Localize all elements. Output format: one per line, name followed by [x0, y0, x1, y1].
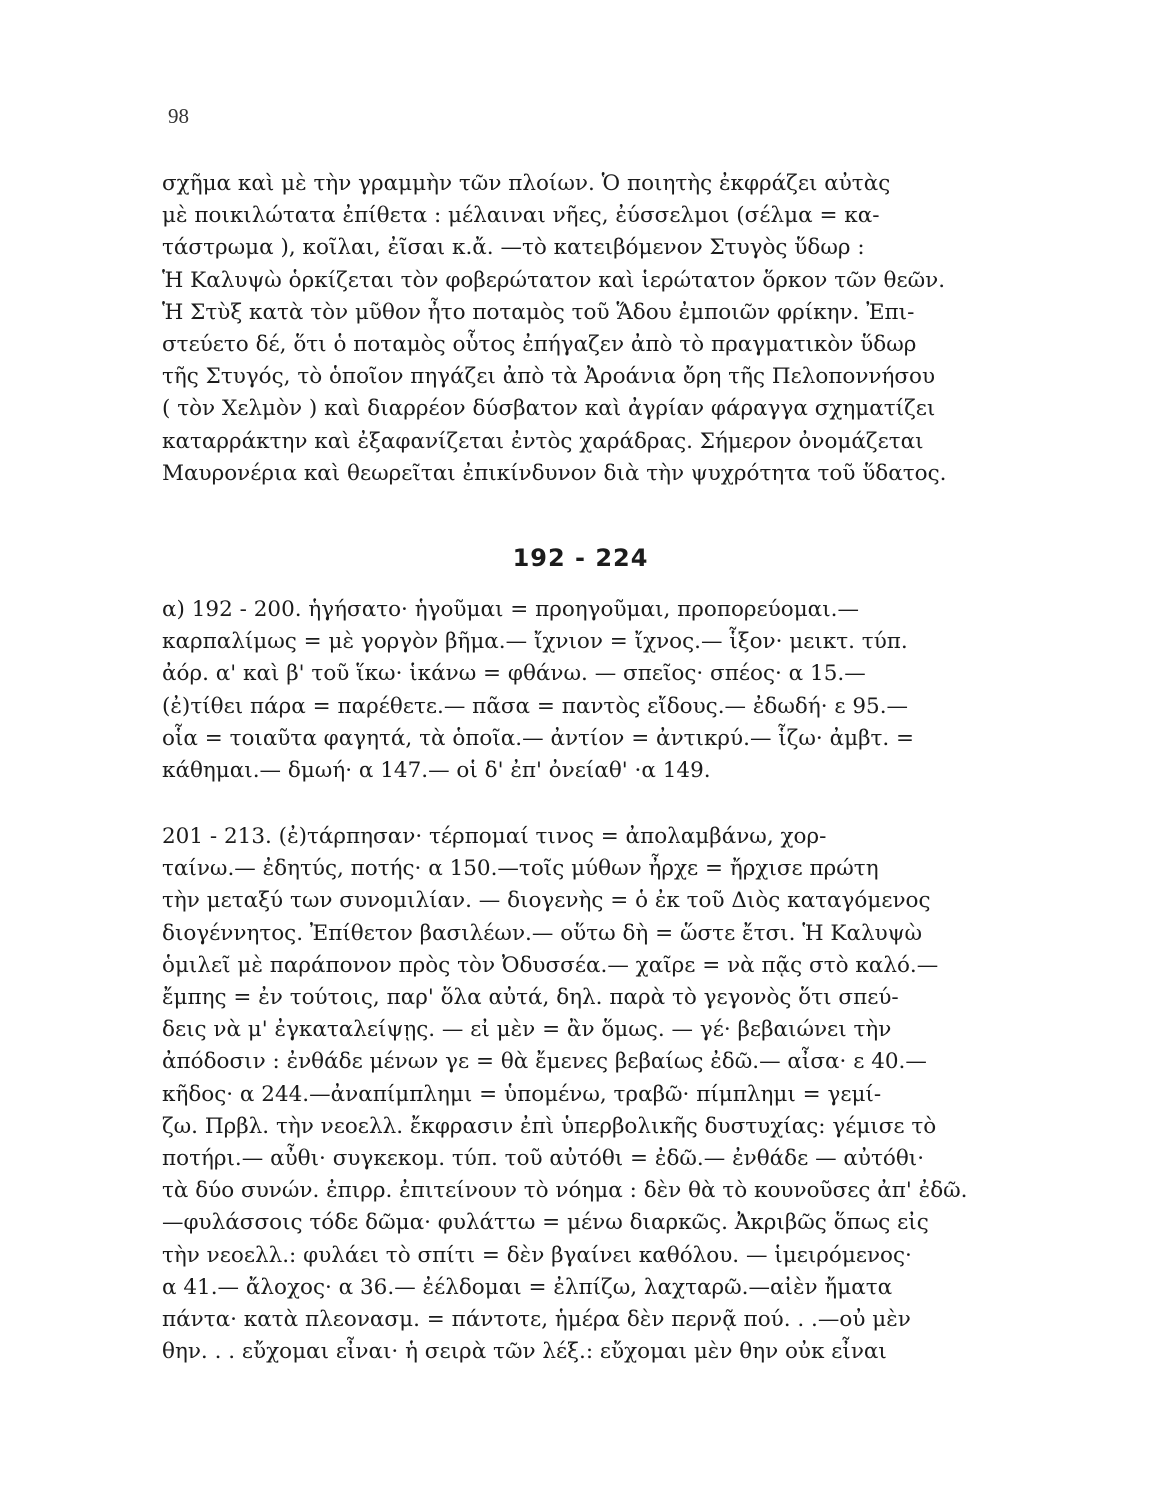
- paragraph-stygos: [162, 168, 1106, 490]
- text-line: τάστρωμα ), κοῖλαι, ἐῖσαι κ.ἄ. —τὸ κατειβόμενον Στυγὸς ὕδωρ :: [162, 235, 865, 261]
- text-line: ὁμιλεῖ μὲ παράπονον πρὸς τὸν Ὀδυσσέα.— χαῖρε = νὰ πᾷς στὸ καλό.—: [162, 952, 939, 978]
- text-line: διογέννητος. Ἐπίθετον βασιλέων.— οὕτω δὴ = ὥστε ἔτσι. Ἡ Καλυψὼ: [162, 920, 923, 946]
- text-line: α) 192 - 200. ἡγήσατο· ἡγοῦμαι = προηγοῦμαι, προπορεύομαι.—: [162, 597, 859, 622]
- paragraph-201-213: [162, 821, 1106, 1368]
- text-line: τὰ δύο συνών. ἐπιρρ. ἐπιτείνουν τὸ νόημα : δὲν θὰ τὸ κουνοῦσες ἀπ' ἐδῶ.: [162, 1178, 968, 1204]
- text-line: πάντα· κατὰ πλεονασμ. = πάντοτε, ἡμέρα δὲν περνᾷ πού. . .—οὐ μὲν: [162, 1307, 911, 1333]
- text-line: στεύετο δέ, ὅτι ὁ ποταμὸς οὗτος ἐπήγαζεν ἀπὸ τὸ πραγματικὸν ὕδωρ: [162, 332, 917, 358]
- text-line: ἔμπης = ἐν τούτοις, παρ' ὅλα αὐτά, δηλ. παρὰ τὸ γεγονὸς ὅτι σπεύ-: [162, 985, 899, 1011]
- page-number: 98: [168, 104, 189, 128]
- section-heading: 192 - 224: [512, 544, 649, 572]
- text-line: —φυλάσσοις τόδε δῶμα· φυλάττω = μένω διαρκῶς. Ἀκριβῶς ὅπως εἰς: [162, 1210, 929, 1236]
- text-line: τῆς Στυγός, τὸ ὁποῖον πηγάζει ἀπὸ τὰ Ἀροάνια ὄρη τῆς Πελοποννήσου: [162, 364, 936, 390]
- text-line: θην. . . εὔχομαι εἶναι· ἡ σειρὰ τῶν λέξ.: εὔχομαι μὲν θην οὐκ εἶναι: [162, 1339, 887, 1365]
- text-line: σχῆμα καὶ μὲ τὴν γραμμὴν τῶν πλοίων. Ὁ ποιητὴς ἐκφράζει αὐτὰς: [162, 171, 891, 196]
- text-line: (ἐ)τίθει πάρα = παρέθετε.— πᾶσα = παντὸς εἴδους.— ἐδωδή· ε 95.—: [162, 693, 909, 719]
- text-line: μὲ ποικιλώτατα ἐπίθετα : μέλαιναι νῆες, ἐύσσελμοι (σέλμα = κα-: [162, 203, 880, 229]
- text-line: ἀπόδοσιν : ἐνθάδε μένων γε = θὰ ἔμενες βεβαίως ἐδῶ.— αἶσα· ε 40.—: [162, 1049, 927, 1075]
- text-line: καρπαλίμως = μὲ γοργὸν βῆμα.— ἴχνιον = ἴχνος.— ἷξον· μεικτ. τύπ.: [162, 629, 908, 655]
- text-line: κῆδος· α 244.—ἀναπίμπλημι = ὑπομένω, τραβῶ· πίμπλημι = γεμί-: [162, 1081, 882, 1107]
- text-line: δεις νὰ μ' ἐγκαταλείψῃς. — εἰ μὲν = ἂν ὅμως. — γέ· βεβαιώνει τὴν: [162, 1017, 892, 1043]
- text-line: οἷα = τοιαῦτα φαγητά, τὰ ὁποῖα.— ἀντίον = ἀντικρύ.— ἷζω· ἀμβτ. =: [162, 725, 915, 751]
- text-line: τὴν νεοελλ.: φυλάει τὸ σπίτι = δὲν βγαίνει καθόλου. — ἱμειρόμενος·: [162, 1242, 912, 1268]
- text-line: 201 - 213. (ἐ)τάρπησαν· τέρπομαί τινος = ἀπολαμβάνω, χορ-: [162, 824, 827, 849]
- text-line: Ἡ Καλυψὼ ὁρκίζεται τὸν φοβερώτατον καὶ ἱερώτατον ὅρκον τῶν θεῶν.: [162, 267, 946, 293]
- text-line: Ἡ Στὺξ κατὰ τὸν μῦθον ἦτο ποταμὸς τοῦ Ἅδου ἐμποιῶν φρίκην. Ἐπι-: [162, 299, 915, 325]
- text-line: ποτήρι.— αὖθι· συγκεκομ. τύπ. τοῦ αὐτόθι = ἐδῶ.— ἐνθάδε — αὐτόθι·: [162, 1146, 925, 1172]
- text-line: α 41.— ἄλοχος· α 36.— ἐέλδομαι = ἐλπίζω, λαχταρῶ.—αἰὲν ἤματα: [162, 1274, 893, 1300]
- text-line: Μαυρονέρια καὶ θεωρεῖται ἐπικίνδυνον διὰ τὴν ψυχρότητα τοῦ ὕδατος.: [162, 460, 947, 486]
- text-line: κάθημαι.— δμωή· α 147.— οἱ δ' ἐπ' ὀνείαθ' ·α 149.: [162, 758, 711, 784]
- text-line: καταρράκτην καὶ ἐξαφανίζεται ἐντὸς χαράδρας. Σήμερον ὀνομάζεται: [162, 428, 924, 454]
- text-line: ζω. Πρβλ. τὴν νεοελλ. ἔκφρασιν ἐπὶ ὑπερβολικῆς δυστυχίας: γέμισε τὸ: [162, 1113, 937, 1139]
- paragraph-192-200: [162, 594, 1106, 787]
- text-line: ἀόρ. α' καὶ β' τοῦ ἵκω· ἱκάνω = φθάνω. — σπεῖος· σπέος· α 15.—: [162, 661, 866, 687]
- text-line: ( τὸν Χελμὸν ) καὶ διαρρέον δύσβατον καὶ ἀγρίαν φάραγγα σχηματίζει: [162, 396, 936, 422]
- text-line: τὴν μεταξύ των συνομιλίαν. — διογενὴς = ὁ ἐκ τοῦ Διὸς καταγόμενος: [162, 888, 931, 914]
- text-line: ταίνω.— ἐδητύς, ποτής· α 150.—τοῖς μύθων ἦρχε = ἤρχισε πρώτη: [162, 856, 879, 882]
